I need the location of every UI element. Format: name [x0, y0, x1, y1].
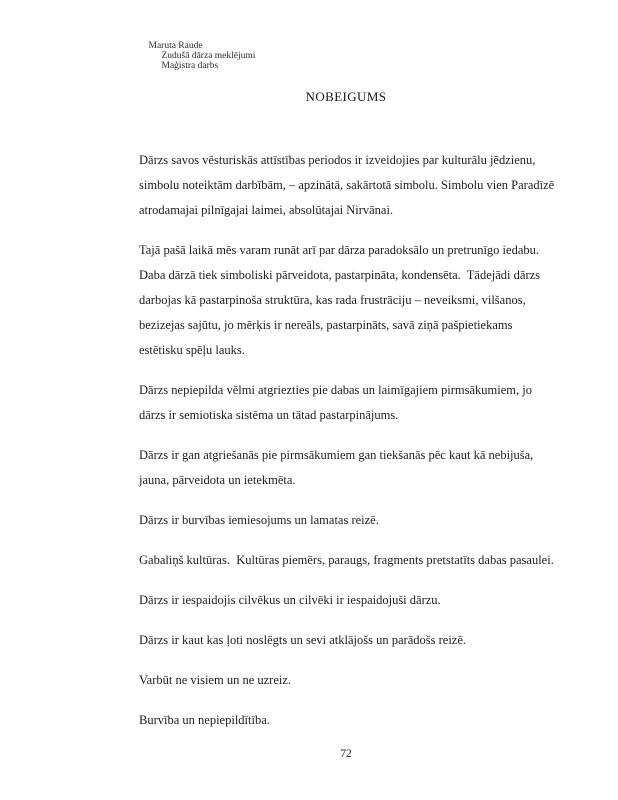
paragraph-line: Tajā pašā laikā mēs varam runāt arī par dārza paradoksālo un pretrunīgo iedabu. — [139, 243, 539, 257]
section-title: NOBEIGUMS — [305, 89, 387, 104]
paragraph-line: Burvība un nepiepildītība. — [139, 713, 270, 727]
running-header — [139, 31, 255, 81]
paragraph — [139, 508, 563, 533]
paragraph — [139, 548, 563, 573]
paragraph-line: darbojas kā pastarpinoša struktūra, kas rada frustrāciju – neveiksmi, vilšanos, — [139, 293, 526, 307]
paragraph — [139, 588, 563, 613]
paragraph-line: Dārzs ir burvības iemiesojums un lamatas reizē. — [139, 513, 379, 527]
paragraph-line: Varbūt ne visiem un ne uzreiz. — [139, 673, 292, 687]
paragraph-line: dārzs ir semiotiska sistēma un tātad pastarpinājums. — [139, 408, 399, 422]
paragraph — [139, 148, 563, 223]
header-work-title: Zudušā dārza meklējumi — [161, 51, 256, 61]
paragraph-line: Dārzs ir gan atgriešanās pie pirmsākumiem gan tiekšanās pēc kaut kā nebijuša, — [139, 448, 534, 462]
paragraph-line: jauna, pārveidota un ietekmēta. — [139, 473, 296, 487]
paragraph-line: Dārzs ir kaut kas ļoti noslēgts un sevi atklājošs un parādošs reizē. — [139, 633, 467, 647]
paragraph-line: Daba dārzā tiek simboliski pārveidota, pastarpināta, kondensēta. Tādejādi dārzs — [139, 268, 541, 282]
paragraph — [139, 708, 563, 733]
paragraph-line: Dārzs ir iespaidojis cilvēkus un cilvēki ir iespaidojuši dārzu. — [139, 593, 441, 607]
paragraph-line: Dārzs savos vēsturiskās attīstības periodos ir izveidojies par kulturālu jēdzienu, — [139, 153, 536, 167]
paragraph-line: bezizejas sajūtu, jo mērķis ir nereāls, pastarpināts, savā ziņā pašpietiekams — [139, 318, 513, 332]
document-body — [139, 148, 563, 748]
paragraph — [139, 443, 563, 493]
paragraph-line: estētisku spēļu lauks. — [139, 343, 245, 357]
paragraph-line: Gabaliņš kultūras. Kultūras piemērs, paraugs, fragments pretstatīts dabas pasaulei. — [139, 553, 554, 567]
page-number: 72 — [340, 748, 352, 760]
paragraph-line: atrodamajai pilnīgajai laimei, absolūtajai Nirvānai. — [139, 203, 394, 217]
paragraph — [139, 378, 563, 428]
paragraph — [139, 668, 563, 693]
header-author: Maruta Raude — [148, 41, 203, 51]
paragraph-line: Dārzs nepiepilda vēlmi atgriezties pie dabas un laimīgajiem pirmsākumiem, jo — [139, 383, 532, 397]
paragraph — [139, 238, 563, 363]
paragraph-line: simbolu noteiktām darbībām, – apzinātā, sakārtotā simbolu. Simbolu vien Paradīzē — [139, 178, 555, 192]
paragraph — [139, 628, 563, 653]
header-work-type: Maģistra darbs — [161, 61, 219, 71]
